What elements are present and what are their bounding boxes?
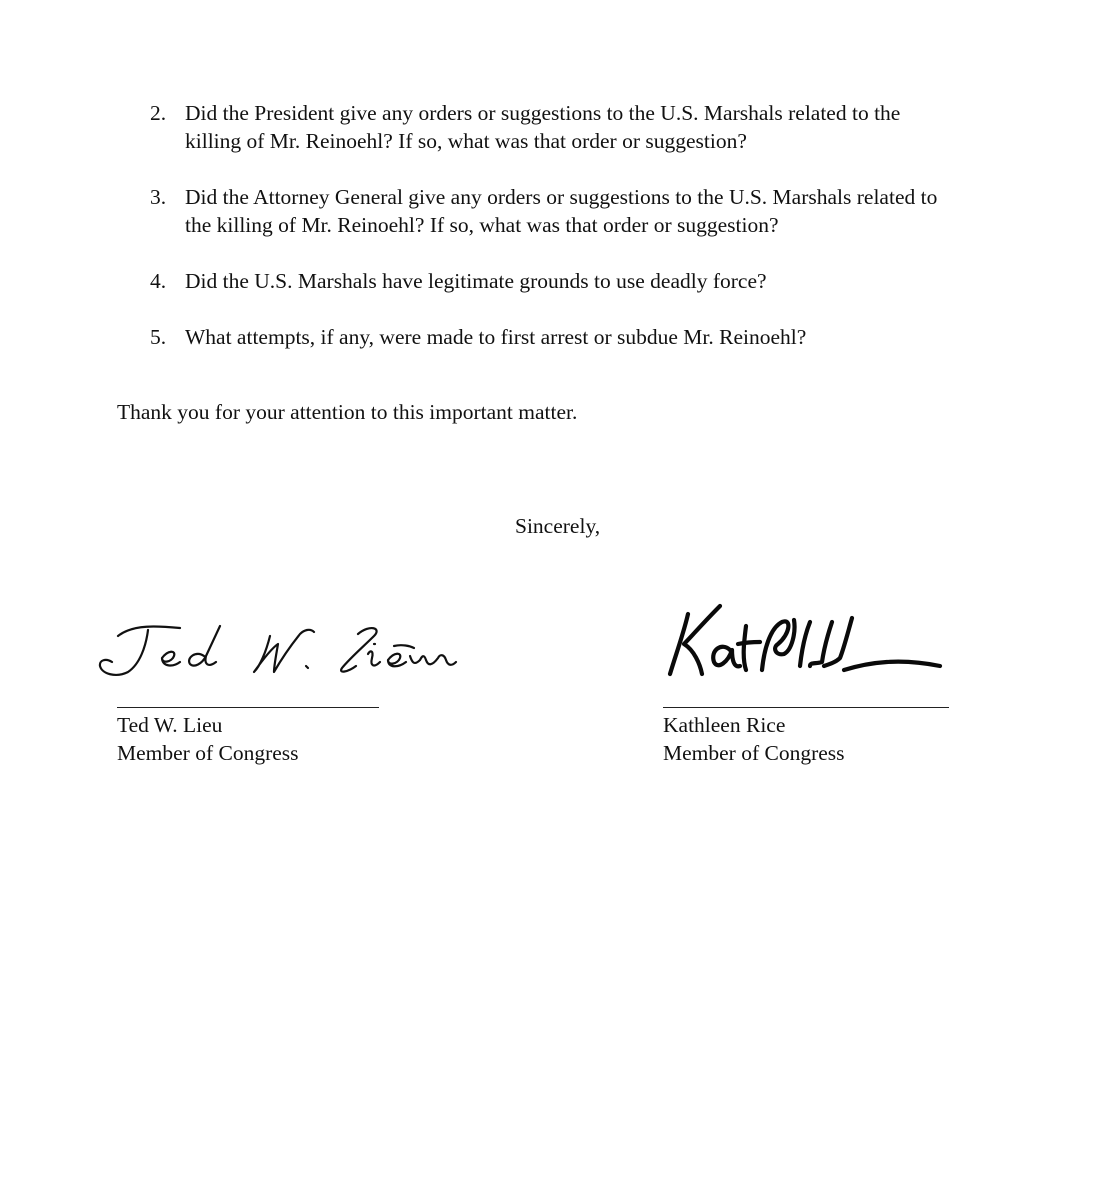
- signer-title: Member of Congress: [663, 741, 845, 765]
- question-number: 4.: [150, 269, 167, 293]
- signature-ted-lieu: [88, 606, 468, 688]
- closing-sentence: Thank you for your attention to this important matter.: [117, 400, 578, 424]
- question-text-line-2: killing of Mr. Reinoehl? If so, what was that order or suggestion?: [185, 129, 747, 153]
- question-number: 3.: [150, 185, 167, 209]
- signer-block-lieu: [117, 711, 299, 767]
- question-text-line-1: Did the Attorney General give any orders or suggestions to the U.S. Marshals related to: [185, 185, 938, 209]
- question-number: 2.: [150, 101, 167, 125]
- question-text-line-1: Did the U.S. Marshals have legitimate grounds to use deadly force?: [185, 269, 767, 293]
- signature-line-right: [663, 707, 949, 708]
- sign-off: Sincerely,: [515, 514, 601, 538]
- signer-title: Member of Congress: [117, 741, 299, 765]
- signer-name: Kathleen Rice: [663, 713, 786, 737]
- signer-name: Ted W. Lieu: [117, 713, 223, 737]
- question-text-line-2: the killing of Mr. Reinoehl? If so, what was that order or suggestion?: [185, 213, 779, 237]
- question-item: [147, 99, 1007, 155]
- question-list: [147, 99, 1007, 379]
- question-item: [147, 183, 1007, 239]
- question-number: 5.: [150, 325, 167, 349]
- signature-kathleen-rice: [660, 592, 950, 692]
- signer-block-rice: [663, 711, 845, 767]
- question-item: [147, 267, 1007, 295]
- question-item: [147, 323, 1007, 351]
- signature-line-left: [117, 707, 379, 708]
- question-text-line-1: What attempts, if any, were made to first arrest or subdue Mr. Reinoehl?: [185, 325, 807, 349]
- question-text-line-1: Did the President give any orders or suggestions to the U.S. Marshals related to the: [185, 101, 901, 125]
